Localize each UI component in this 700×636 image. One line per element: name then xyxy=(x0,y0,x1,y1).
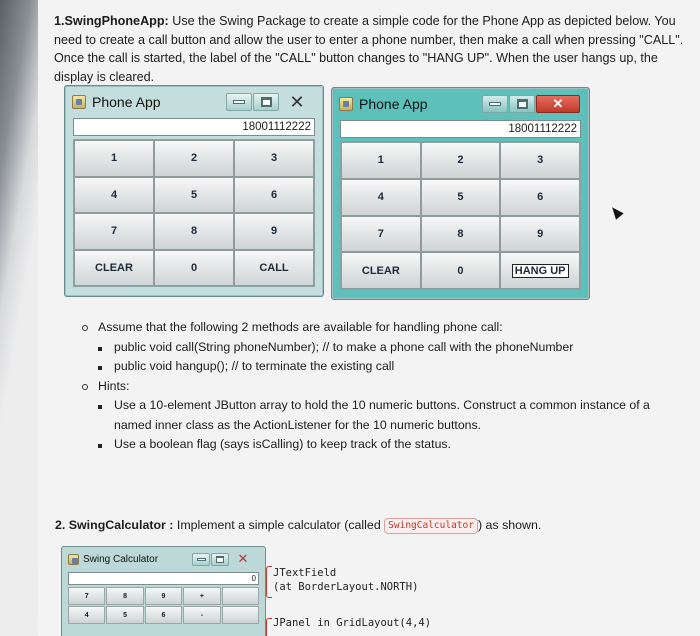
key-2[interactable]: 2 xyxy=(421,142,501,179)
calc-key-6[interactable]: 6 xyxy=(145,606,182,624)
close-button[interactable] xyxy=(536,95,580,113)
window-titlebar[interactable] xyxy=(335,91,586,117)
list-item: Use a 10-element JButton array to hold the 10 numeric buttons. Construct a common instance of a named inner class as the ActionListener for the 10 numeric buttons. xyxy=(82,396,682,435)
key-7[interactable]: 7 xyxy=(74,213,154,250)
window-titlebar[interactable] xyxy=(64,549,262,569)
key-9[interactable]: 9 xyxy=(234,213,314,250)
list-item: Assume that the following 2 methods are available for handling phone call: xyxy=(82,318,682,338)
call-button[interactable]: CALL xyxy=(234,250,314,287)
key-4[interactable]: 4 xyxy=(74,177,154,214)
maximize-icon xyxy=(216,556,224,563)
intro-paragraph xyxy=(54,12,694,86)
keypad xyxy=(340,141,581,290)
maximize-button[interactable] xyxy=(211,553,229,566)
key-6[interactable]: 6 xyxy=(500,179,580,216)
intro-title: 1.SwingPhoneApp: xyxy=(54,14,169,28)
phone-number-display[interactable]: 18001112222 xyxy=(73,118,315,136)
swing-calculator-window xyxy=(61,546,266,636)
key-6[interactable]: 6 xyxy=(234,177,314,214)
key-3[interactable]: 3 xyxy=(234,140,314,177)
maximize-button[interactable] xyxy=(253,93,279,111)
list-item: Use a boolean flag (says isCalling) to keep track of the status. xyxy=(82,435,682,455)
calc-key-blank[interactable] xyxy=(222,606,259,624)
key-1[interactable]: 1 xyxy=(74,140,154,177)
hang-up-button[interactable] xyxy=(500,252,580,289)
section-2-label: 2. SwingCalculator : xyxy=(55,518,174,532)
window-title: Phone App xyxy=(92,94,161,110)
instructions-list xyxy=(82,318,682,455)
annotation-bracket xyxy=(266,618,272,636)
phone-app-window-hangup xyxy=(331,87,590,300)
list-item: Hints: xyxy=(82,377,682,397)
section-2-heading: 2. SwingCalculator : Implement a simple calculator (called SwingCalculator ) as shown. xyxy=(55,518,542,532)
square-bullet-icon xyxy=(98,366,102,370)
close-button[interactable] xyxy=(230,553,256,566)
key-7[interactable]: 7 xyxy=(341,216,421,253)
key-2[interactable]: 2 xyxy=(154,140,234,177)
clear-button[interactable]: CLEAR xyxy=(341,252,421,289)
maximize-icon xyxy=(261,97,272,107)
key-3[interactable]: 3 xyxy=(500,142,580,179)
window-title: Phone App xyxy=(359,96,428,112)
calc-key-4[interactable]: 4 xyxy=(68,606,105,624)
calc-key-plus[interactable]: + xyxy=(183,587,220,605)
key-8[interactable]: 8 xyxy=(154,213,234,250)
close-icon: ✕ xyxy=(289,91,305,112)
square-bullet-icon xyxy=(98,444,102,448)
code-chip: SwingCalculator xyxy=(384,518,478,534)
minimize-button[interactable] xyxy=(482,95,508,113)
key-0[interactable]: 0 xyxy=(421,252,501,289)
minimize-button[interactable] xyxy=(226,93,252,111)
key-4[interactable]: 4 xyxy=(341,179,421,216)
close-icon: ✕ xyxy=(237,551,249,566)
annotation-bracket xyxy=(266,566,272,598)
calc-key-5[interactable]: 5 xyxy=(106,606,143,624)
key-9[interactable]: 9 xyxy=(500,216,580,253)
minimize-button[interactable] xyxy=(192,553,210,566)
keypad xyxy=(73,139,315,287)
java-app-icon xyxy=(68,554,79,565)
minimize-icon xyxy=(233,100,245,104)
square-bullet-icon xyxy=(98,347,102,351)
java-app-icon xyxy=(339,97,353,111)
minimize-icon xyxy=(197,558,206,561)
calc-key-minus[interactable]: - xyxy=(183,606,220,624)
close-button[interactable] xyxy=(280,93,314,111)
phone-number-display[interactable]: 18001112222 xyxy=(340,120,581,138)
circle-bullet-icon xyxy=(82,384,88,390)
close-icon: ✕ xyxy=(552,96,564,111)
key-0[interactable]: 0 xyxy=(154,250,234,287)
window-title: Swing Calculator xyxy=(83,553,159,565)
circle-bullet-icon xyxy=(82,325,88,331)
maximize-icon xyxy=(517,99,528,109)
clear-button[interactable]: CLEAR xyxy=(74,250,154,287)
hang-up-label: HANG UP xyxy=(512,264,569,278)
maximize-button[interactable] xyxy=(509,95,535,113)
minimize-icon xyxy=(489,102,501,106)
calculator-keypad xyxy=(68,587,259,636)
calculator-display[interactable]: 0 xyxy=(68,572,259,585)
intro-text: Use the Swing Package to create a simple code for the Phone App as depicted below. You need to create a call button and allow the user to enter a phone number, then make a call when pressing "CALL". Once the call is started, the label of the "CALL" button changes to "HANG UP". When the user hangs up, the display is cleared. xyxy=(54,14,684,84)
square-bullet-icon xyxy=(98,405,102,409)
key-1[interactable]: 1 xyxy=(341,142,421,179)
calc-key-9[interactable]: 9 xyxy=(145,587,182,605)
jtextfield-annotation: JTextField (at BorderLayout.NORTH) xyxy=(273,567,419,593)
list-item: public void hangup(); // to terminate the existing call xyxy=(82,357,682,377)
key-5[interactable]: 5 xyxy=(154,177,234,214)
java-app-icon xyxy=(72,95,86,109)
key-5[interactable]: 5 xyxy=(421,179,501,216)
key-8[interactable]: 8 xyxy=(421,216,501,253)
phone-app-window-call xyxy=(64,85,324,297)
jpanel-annotation: JPanel in GridLayout(4,4) xyxy=(273,617,432,629)
calc-key-blank[interactable] xyxy=(222,587,259,605)
list-item: public void call(String phoneNumber); // to make a phone call with the phoneNumber xyxy=(82,338,682,358)
calc-key-7[interactable]: 7 xyxy=(68,587,105,605)
window-titlebar[interactable] xyxy=(68,89,320,115)
calc-key-8[interactable]: 8 xyxy=(106,587,143,605)
